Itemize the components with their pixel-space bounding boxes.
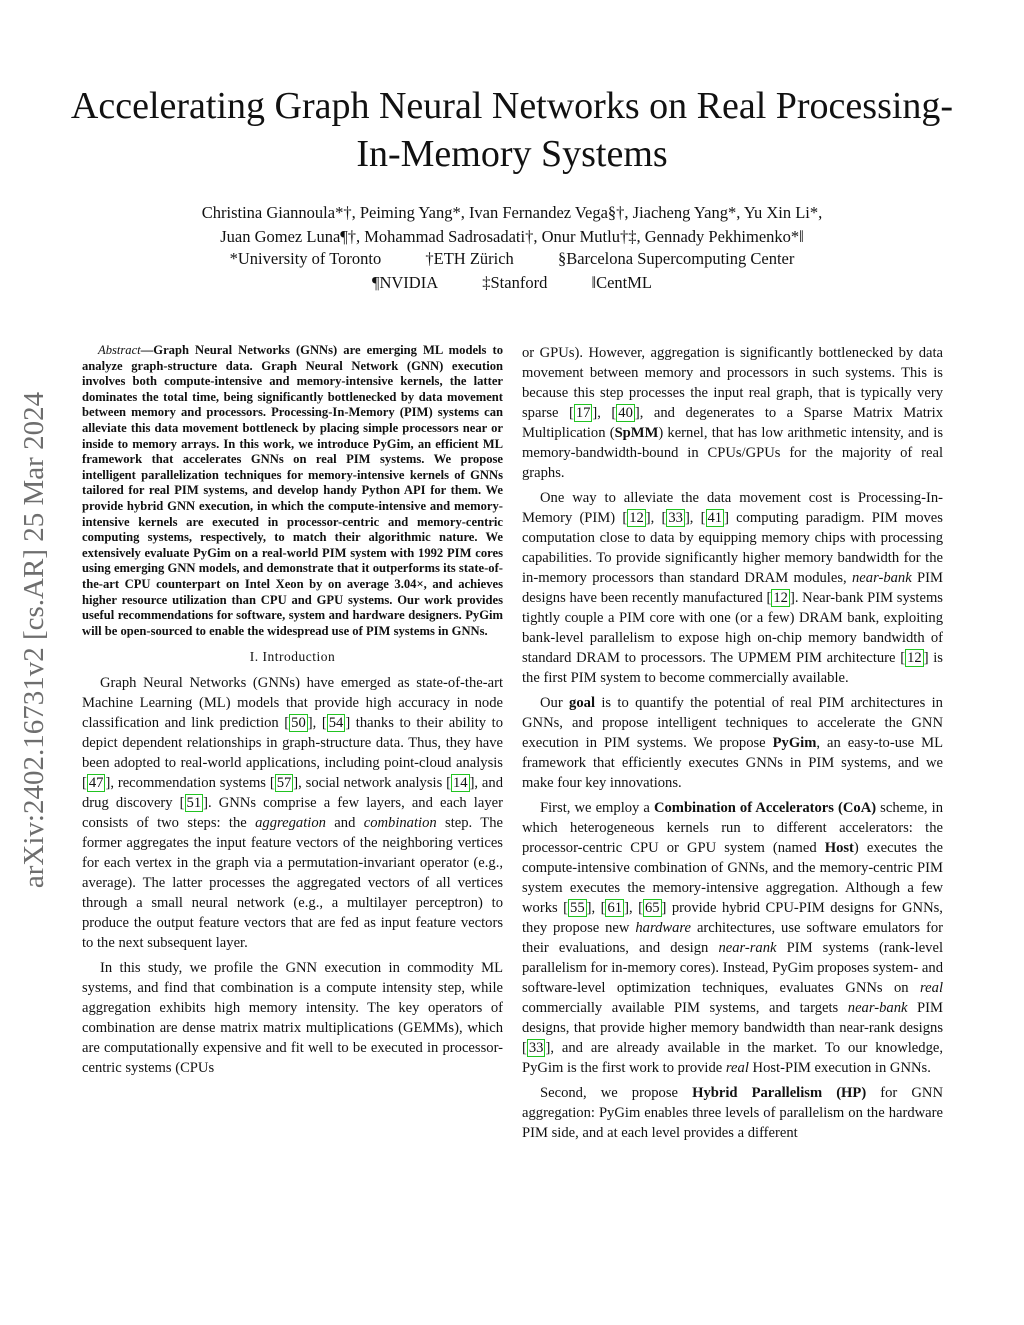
- page-title: Accelerating Graph Neural Networks on Real Processing-In-Memory Systems: [70, 85, 954, 175]
- citation-link[interactable]: 51: [186, 795, 202, 812]
- affiliation-nvidia: ¶NVIDIA: [371, 273, 439, 292]
- citation-link[interactable]: 12: [907, 650, 922, 666]
- abstract-label: Abstract: [98, 343, 141, 357]
- citation-link[interactable]: 41: [707, 510, 723, 526]
- citation-link[interactable]: 65: [644, 900, 660, 916]
- citation-link[interactable]: 61: [607, 900, 623, 916]
- affiliation-line-2: [60, 271, 964, 295]
- arxiv-identifier: arXiv:2402.16731v2 [cs.AR] 25 Mar 2024: [18, 391, 50, 889]
- right-column: [522, 343, 943, 1148]
- affiliation-stanford: ‡Stanford: [482, 273, 548, 292]
- citation-link[interactable]: 17: [575, 405, 591, 421]
- abstract-text: —Graph Neural Networks (GNNs) are emerging ML models to analyze graph-structure data. Graph Neural Network (GNN) execution involves both compute-intensive and memory-intensive kernels, the latter dominates the total time, being significantly bottlenecked by data movement between memory and processors. Processing-In-Memory (PIM) systems can alleviate this data movement bottleneck by placing simple processors near or inside to memory arrays. In this work, we introduce PyGim, an efficient ML framework that accelerates GNNs on real PIM systems. We propose intelligent parallelization techniques for memory-intensive kernels of GNNs tailored for real PIM systems, and develop handy Python API for them. We provide hybrid GNN execution, in which the compute-intensive and memory-intensive kernels are executed in processor-centric and memory-centric computing systems, respectively, to match their algorithmic nature. We extensively evaluate PyGim on a real-world PIM system with 1992 PIM cores using emerging GNN models, and demonstrate that it outperforms its state-of-the-art CPU counterpart on Intel Xeon by on average 3.04×, and achieves higher resource utilization than CPU and GPU systems. Our work provides useful recommendations for software, system and hardware designers. PyGim will be open-sourced to enable the widespread use of PIM systems in GNNs.: [82, 343, 503, 638]
- intro-paragraph-2: In this study, we profile the GNN execution in commodity ML systems, and find that combination is a compute intensity step, while aggregation exhibits high memory intensity. The key operators of combination are dense matrix matrix multiplications (GEMMs), which are computationally expensive and fit well to be executed in processor-centric systems (CPUs: [82, 960, 503, 1077]
- section-heading-introduction: I. Introduction: [249, 649, 336, 665]
- citation-link[interactable]: 47: [88, 775, 104, 792]
- citation-link[interactable]: 55: [570, 900, 585, 916]
- affiliation-eth: †ETH Zürich: [425, 249, 514, 268]
- citation-link[interactable]: 50: [291, 715, 306, 732]
- intro-paragraph-3: One way to alleviate the data movement cost is Processing-In-Memory (PIM) [ 12 ], [ 33 ], [ 41 ] computing paradigm. PIM moves computation close to data by equipping memory chips with processing capabilities. To provide significantly higher memory bandwidth for the in-memory processors than standard DRAM modules, near-bank PIM designs have been recently manufactured [ 12 ]. Near-bank PIM systems tightly couple a PIM core with one (or a few) DRAM bank, exploiting bank-level parallelism to expose high on-chip memory bandwidth of standard DRAM to processors. The UPMEM PIM architecture [ 12 ] is the first PIM system to become commercially available.: [522, 490, 943, 686]
- author-line-2: Juan Gomez Luna¶†, Mohammad Sadrosadati†, Onur Mutlu†‡, Gennady Pekhimenko*‖: [220, 227, 804, 246]
- intro-paragraph-6: Second, we propose Hybrid Parallelism (HP) for GNN aggregation: PyGim enables three levels of parallelism on the hardware PIM side, and at each level provides a different: [522, 1085, 943, 1141]
- left-column: [82, 343, 503, 1083]
- intro-paragraph-2-continued: or GPUs). However, aggregation is significantly bottlenecked by data movement between memory and processors in such systems. This is because this step processes the input real graph, that is typically very sparse [ 17 ], [ 40 ], and degenerates to a Sparse Matrix Matrix Multiplication (SpMM) kernel, that has low arithmetic intensity, and is memory-bandwidth-bound in CPUs/GPUs for the majority of real graphs.: [522, 345, 943, 481]
- affiliation-list: [60, 247, 964, 295]
- affiliation-bsc: §Barcelona Supercomputing Center: [557, 249, 795, 268]
- citation-link[interactable]: 33: [528, 1040, 544, 1056]
- affiliation-toronto: *University of Toronto: [229, 249, 382, 268]
- citation-link[interactable]: 12: [773, 590, 788, 606]
- intro-paragraph-1: Graph Neural Networks (GNNs) have emerged as state-of-the-art Machine Learning (ML) models that provide high accuracy in node classification and link prediction [ 50 ], [ 54 ] thanks to their ability to depict dependent relationships in graph-structure data. Thus, they have been adopted to real-world applications, including point-cloud analysis [ 47 ], recommendation systems [ 57 ], social network analysis [ 14 ], and drug discovery [ 51 ]. GNNs comprise a few layers, and each layer consists of two steps: the aggregation and combination step. The former aggregates the input feature vectors of the neighboring vertices for each vertex in the graph via a permutation-invariant operator (e.g., average). The latter processes the aggregated vectors of all vertices through a small neural network (e.g., a multilayer perceptron) to produce the output feature vectors that are fed as input feature vectors to the next subsequent layer.: [82, 675, 503, 952]
- author-line-1: Christina Giannoula*†, Peiming Yang*, Ivan Fernandez Vega§†, Jiacheng Yang*, Yu Xin Li*,: [201, 203, 823, 222]
- author-list: [60, 201, 964, 249]
- intro-paragraph-4: Our goal is to quantify the potential of real PIM architectures in GNNs, and propose intelligent techniques to accelerate the GNN execution in PIM systems. We propose PyGim, an easy-to-use ML framework that efficiently executes GNNs in PIM systems, and we make four key innovations.: [522, 695, 943, 791]
- citation-link[interactable]: 12: [629, 510, 644, 526]
- affiliation-centml: ‖CentML: [591, 273, 652, 292]
- affiliation-line-1: [60, 247, 964, 271]
- intro-paragraph-5: First, we employ a Combination of Accelerators (CoA) scheme, in which heterogeneous kernels run to different accelerators: the processor-centric CPU or GPU system (named Host) executes the compute-intensive combination of GNNs, and the memory-centric PIM system executes the memory-intensive aggregation. Although a few works [ 55 ], [ 61 ], [ 65 ] provide hybrid CPU-PIM designs for GNNs, they propose new hardware architectures, use software emulators for their evaluations, and design near-rank PIM systems (rank-level parallelism for in-memory cores). Instead, PyGim proposes system- and software-level optimization techniques, evaluates GNNs on real commercially available PIM systems, and targets near-bank PIM designs, that provide higher memory bandwidth than near-rank designs [ 33 ], and are already available in the market. To our knowledge, PyGim is the first work to provide real Host-PIM execution in GNNs.: [522, 800, 944, 1076]
- citation-link[interactable]: 54: [328, 715, 344, 732]
- abstract: [82, 343, 503, 639]
- citation-link[interactable]: 57: [276, 775, 292, 792]
- citation-link[interactable]: 40: [618, 405, 633, 421]
- citation-link[interactable]: 33: [668, 510, 683, 526]
- citation-link[interactable]: 14: [452, 775, 468, 792]
